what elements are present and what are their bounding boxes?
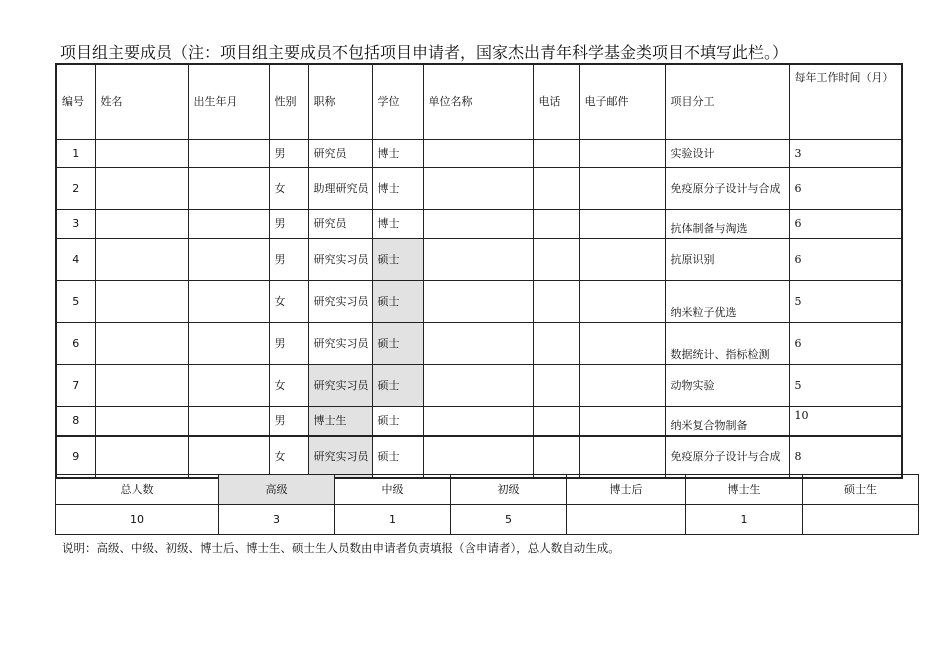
cell-birth[interactable]	[188, 281, 269, 323]
cell-degree: 博士	[372, 140, 423, 168]
cell-degree: 博士	[372, 210, 423, 239]
table-row	[56, 281, 902, 323]
cell-rank: 研究实习员	[308, 323, 372, 365]
table-row	[56, 365, 902, 407]
cell-gender: 女	[269, 168, 308, 210]
summary-value-phd[interactable]: 1	[686, 505, 803, 535]
section-title: 项目组主要成员（注：项目组主要成员不包括项目申请者，国家杰出青年科学基金类项目不填写此栏。）	[60, 43, 789, 62]
table-row	[56, 210, 902, 239]
cell-role: 免疫原分子设计与合成	[665, 436, 789, 478]
cell-phone[interactable]	[533, 323, 579, 365]
summary-label-postdoc: 博士后	[567, 475, 686, 505]
cell-no: 7	[56, 365, 95, 407]
cell-gender: 男	[269, 210, 308, 239]
cell-email[interactable]	[579, 436, 665, 478]
cell-months: 6	[789, 239, 902, 281]
cell-gender: 男	[269, 407, 308, 436]
table-row	[56, 407, 902, 436]
summary-value-master[interactable]	[803, 505, 919, 535]
cell-role: 抗体制备与淘选	[665, 210, 789, 239]
cell-org[interactable]	[423, 140, 533, 168]
cell-degree: 硕士	[372, 407, 423, 436]
cell-gender: 男	[269, 323, 308, 365]
cell-phone[interactable]	[533, 168, 579, 210]
cell-org[interactable]	[423, 239, 533, 281]
cell-name[interactable]	[95, 365, 188, 407]
header-birth: 出生年月	[188, 64, 269, 140]
cell-months: 10	[789, 407, 902, 436]
cell-phone[interactable]	[533, 140, 579, 168]
header-phone: 电话	[533, 64, 579, 140]
cell-role: 数据统计、指标检测	[665, 323, 789, 365]
cell-phone[interactable]	[533, 407, 579, 436]
cell-org[interactable]	[423, 168, 533, 210]
cell-org[interactable]	[423, 365, 533, 407]
summary-value-junior[interactable]: 5	[451, 505, 567, 535]
cell-email[interactable]	[579, 140, 665, 168]
cell-rank: 研究实习员	[308, 281, 372, 323]
summary-label-junior: 初级	[451, 475, 567, 505]
cell-no: 5	[56, 281, 95, 323]
cell-name[interactable]	[95, 436, 188, 478]
cell-name[interactable]	[95, 281, 188, 323]
summary-value-postdoc[interactable]	[567, 505, 686, 535]
cell-email[interactable]	[579, 323, 665, 365]
cell-rank: 博士生	[308, 407, 372, 436]
cell-phone[interactable]	[533, 436, 579, 478]
summary-label-total: 总人数	[56, 475, 219, 505]
cell-rank: 研究员	[308, 140, 372, 168]
header-org: 单位名称	[423, 64, 533, 140]
header-gender: 性别	[269, 64, 308, 140]
header-name: 姓名	[95, 64, 188, 140]
cell-email[interactable]	[579, 365, 665, 407]
summary-value-middle[interactable]: 1	[335, 505, 451, 535]
cell-no: 9	[56, 436, 95, 478]
cell-no: 6	[56, 323, 95, 365]
cell-email[interactable]	[579, 239, 665, 281]
cell-degree: 博士	[372, 168, 423, 210]
cell-rank: 研究实习员	[308, 239, 372, 281]
cell-birth[interactable]	[188, 436, 269, 478]
cell-name[interactable]	[95, 323, 188, 365]
summary-value-total: 10	[56, 505, 219, 535]
cell-degree: 硕士	[372, 239, 423, 281]
cell-rank: 助理研究员	[308, 168, 372, 210]
cell-email[interactable]	[579, 168, 665, 210]
cell-name[interactable]	[95, 407, 188, 436]
cell-org[interactable]	[423, 210, 533, 239]
summary-value-row	[56, 505, 919, 535]
cell-months: 5	[789, 365, 902, 407]
cell-months: 6	[789, 210, 902, 239]
cell-birth[interactable]	[188, 365, 269, 407]
summary-label-row	[56, 475, 919, 505]
cell-no: 2	[56, 168, 95, 210]
cell-months: 6	[789, 168, 902, 210]
cell-birth[interactable]	[188, 323, 269, 365]
cell-name[interactable]	[95, 140, 188, 168]
table-row	[56, 436, 902, 478]
cell-degree: 硕士	[372, 323, 423, 365]
header-role: 项目分工	[665, 64, 789, 140]
cell-name[interactable]	[95, 210, 188, 239]
cell-birth[interactable]	[188, 407, 269, 436]
summary-value-senior[interactable]: 3	[219, 505, 335, 535]
cell-gender: 女	[269, 436, 308, 478]
cell-birth[interactable]	[188, 210, 269, 239]
cell-months: 6	[789, 323, 902, 365]
summary-label-senior: 高级	[219, 475, 335, 505]
header-row	[56, 64, 902, 140]
members-table	[55, 63, 903, 479]
cell-role: 抗原识别	[665, 239, 789, 281]
cell-degree: 硕士	[372, 436, 423, 478]
cell-rank: 研究实习员	[308, 436, 372, 478]
header-no: 编号	[56, 64, 95, 140]
cell-months: 8	[789, 436, 902, 478]
summary-label-middle: 中级	[335, 475, 451, 505]
cell-email[interactable]	[579, 407, 665, 436]
cell-degree: 硕士	[372, 365, 423, 407]
cell-phone[interactable]	[533, 239, 579, 281]
footnote: 说明：高级、中级、初级、博士后、博士生、硕士生人员数由申请者负责填报（含申请者），总人数自动生成。	[62, 541, 620, 555]
table-row	[56, 140, 902, 168]
cell-email[interactable]	[579, 210, 665, 239]
cell-role: 纳米粒子优选	[665, 281, 789, 323]
cell-role: 动物实验	[665, 365, 789, 407]
cell-rank: 研究员	[308, 210, 372, 239]
cell-role: 纳米复合物制备	[665, 407, 789, 436]
cell-email[interactable]	[579, 281, 665, 323]
table-row	[56, 168, 902, 210]
header-months: 每年工作时间（月）	[789, 64, 902, 140]
cell-months: 3	[789, 140, 902, 168]
cell-role: 免疫原分子设计与合成	[665, 168, 789, 210]
cell-rank: 研究实习员	[308, 365, 372, 407]
cell-no: 1	[56, 140, 95, 168]
table-row	[56, 323, 902, 365]
cell-degree: 硕士	[372, 281, 423, 323]
cell-no: 3	[56, 210, 95, 239]
cell-phone[interactable]	[533, 281, 579, 323]
header-degree: 学位	[372, 64, 423, 140]
cell-gender: 女	[269, 365, 308, 407]
cell-org[interactable]	[423, 323, 533, 365]
cell-gender: 男	[269, 140, 308, 168]
header-email: 电子邮件	[579, 64, 665, 140]
cell-birth[interactable]	[188, 168, 269, 210]
cell-role: 实验设计	[665, 140, 789, 168]
cell-birth[interactable]	[188, 140, 269, 168]
cell-gender: 男	[269, 239, 308, 281]
cell-name[interactable]	[95, 168, 188, 210]
cell-no: 8	[56, 407, 95, 436]
cell-gender: 女	[269, 281, 308, 323]
cell-org[interactable]	[423, 281, 533, 323]
summary-label-master: 硕士生	[803, 475, 919, 505]
cell-name[interactable]	[95, 239, 188, 281]
cell-phone[interactable]	[533, 210, 579, 239]
summary-label-phd: 博士生	[686, 475, 803, 505]
cell-org[interactable]	[423, 436, 533, 478]
cell-no: 4	[56, 239, 95, 281]
header-rank: 职称	[308, 64, 372, 140]
cell-birth[interactable]	[188, 239, 269, 281]
cell-org[interactable]	[423, 407, 533, 436]
cell-phone[interactable]	[533, 365, 579, 407]
table-row	[56, 239, 902, 281]
cell-months: 5	[789, 281, 902, 323]
summary-table	[55, 474, 919, 535]
